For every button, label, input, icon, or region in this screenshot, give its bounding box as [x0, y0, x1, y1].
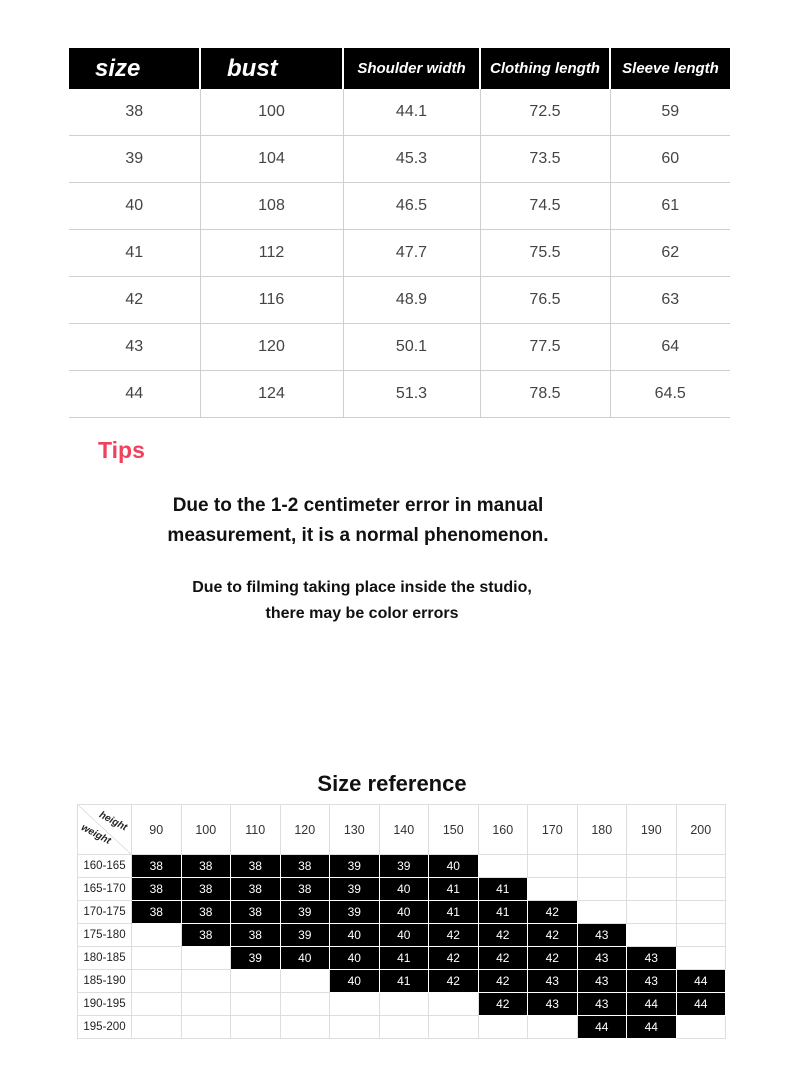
size-reference-cell: 38: [132, 878, 182, 901]
tips-measurement-line-1: Due to the 1-2 centimeter error in manual: [172, 495, 544, 516]
size-chart-cell: 43: [69, 324, 200, 371]
size-chart-row: [69, 183, 730, 230]
size-chart-cell: 47.7: [343, 230, 480, 277]
size-chart-cell: 44: [69, 371, 200, 418]
size-reference-row: [78, 1016, 726, 1039]
weight-label-cell: 185-190: [78, 970, 132, 993]
size-reference-cell: 38: [231, 878, 281, 901]
empty-reference-cell: [330, 1016, 380, 1039]
empty-reference-cell: [478, 1016, 528, 1039]
size-chart-cell: 41: [69, 230, 200, 277]
size-reference-cell: 38: [280, 855, 330, 878]
size-reference-row: [78, 901, 726, 924]
tips-color-line-2: there may be color errors: [265, 605, 459, 622]
corner-cell: [78, 805, 132, 855]
empty-reference-cell: [627, 878, 677, 901]
size-reference-cell: 44: [676, 970, 726, 993]
size-chart-row: [69, 89, 730, 136]
size-reference-cell: 39: [330, 878, 380, 901]
size-reference-cell: 42: [429, 947, 479, 970]
size-chart-cell: 63: [610, 277, 730, 324]
empty-reference-cell: [577, 855, 627, 878]
empty-reference-cell: [676, 878, 726, 901]
size-chart-cell: 39: [69, 136, 200, 183]
size-chart-header-row: [69, 48, 730, 89]
size-reference-cell: 38: [181, 901, 231, 924]
empty-reference-cell: [528, 1016, 578, 1039]
size-reference-cell: 44: [676, 993, 726, 1016]
size-chart-cell: 124: [200, 371, 343, 418]
size-reference-cell: 41: [478, 901, 528, 924]
weight-axis-label: weight: [79, 822, 113, 847]
height-header-cell: 130: [330, 805, 380, 855]
size-reference-row: [78, 970, 726, 993]
empty-reference-cell: [132, 924, 182, 947]
height-header-cell: 110: [231, 805, 281, 855]
empty-reference-cell: [231, 1016, 281, 1039]
header-size: size: [69, 48, 200, 89]
header-clothing-length: Clothing length: [480, 48, 610, 89]
empty-reference-cell: [577, 901, 627, 924]
size-chart-cell: 60: [610, 136, 730, 183]
size-chart-cell: 108: [200, 183, 343, 230]
empty-reference-cell: [330, 993, 380, 1016]
size-reference-cell: 38: [231, 924, 281, 947]
size-chart-table: [69, 48, 730, 418]
size-reference-cell: 38: [132, 855, 182, 878]
size-reference-cell: 40: [379, 878, 429, 901]
empty-reference-cell: [280, 993, 330, 1016]
tips-color-line-1: Due to filming taking place inside the studio,: [192, 579, 532, 596]
size-reference-cell: 43: [577, 993, 627, 1016]
size-chart-cell: 61: [610, 183, 730, 230]
size-chart-cell: 38: [69, 89, 200, 136]
empty-reference-cell: [478, 855, 528, 878]
height-header-cell: 150: [429, 805, 479, 855]
size-reference-cell: 40: [379, 901, 429, 924]
empty-reference-cell: [528, 855, 578, 878]
height-axis-label: height: [97, 809, 129, 834]
size-reference-cell: 42: [429, 924, 479, 947]
size-chart-row: [69, 230, 730, 277]
size-chart-cell: 76.5: [480, 277, 610, 324]
size-reference-table: [77, 804, 726, 1039]
size-chart-cell: 64: [610, 324, 730, 371]
size-reference-cell: 43: [528, 970, 578, 993]
header-sleeve-length: Sleeve length: [610, 48, 730, 89]
size-chart-cell: 45.3: [343, 136, 480, 183]
size-chart-cell: 46.5: [343, 183, 480, 230]
tips-measurement-line-2: measurement, it is a normal phenomenon.: [167, 525, 549, 546]
empty-reference-cell: [181, 1016, 231, 1039]
size-reference-row: [78, 947, 726, 970]
size-chart-cell: 116: [200, 277, 343, 324]
empty-reference-cell: [132, 970, 182, 993]
weight-label-cell: 190-195: [78, 993, 132, 1016]
size-chart-row: [69, 136, 730, 183]
empty-reference-cell: [676, 924, 726, 947]
height-header-cell: 180: [577, 805, 627, 855]
empty-reference-cell: [379, 1016, 429, 1039]
empty-reference-cell: [280, 970, 330, 993]
size-reference-cell: 44: [577, 1016, 627, 1039]
size-reference-cell: 43: [577, 924, 627, 947]
size-reference-body: [78, 805, 726, 1039]
size-chart-cell: 73.5: [480, 136, 610, 183]
empty-reference-cell: [132, 1016, 182, 1039]
tips-measurement-note: [0, 491, 716, 551]
size-reference-row: [78, 993, 726, 1016]
size-reference-cell: 41: [478, 878, 528, 901]
empty-reference-cell: [676, 901, 726, 924]
size-chart-cell: 72.5: [480, 89, 610, 136]
tips-color-note: [0, 575, 724, 627]
size-reference-cell: 40: [330, 924, 380, 947]
size-chart-cell: 42: [69, 277, 200, 324]
weight-label-cell: 165-170: [78, 878, 132, 901]
size-reference-cell: 38: [280, 878, 330, 901]
size-reference-cell: 38: [181, 878, 231, 901]
empty-reference-cell: [676, 947, 726, 970]
empty-reference-cell: [627, 901, 677, 924]
empty-reference-cell: [231, 970, 281, 993]
size-chart-cell: 44.1: [343, 89, 480, 136]
height-header-cell: 160: [478, 805, 528, 855]
size-reference-cell: 39: [280, 924, 330, 947]
height-header-cell: 170: [528, 805, 578, 855]
size-reference-cell: 40: [330, 947, 380, 970]
size-chart-cell: 51.3: [343, 371, 480, 418]
weight-label-cell: 160-165: [78, 855, 132, 878]
empty-reference-cell: [181, 947, 231, 970]
size-reference-cell: 44: [627, 1016, 677, 1039]
height-header-cell: 140: [379, 805, 429, 855]
size-chart-row: [69, 277, 730, 324]
empty-reference-cell: [528, 878, 578, 901]
size-reference-cell: 39: [231, 947, 281, 970]
weight-label-cell: 175-180: [78, 924, 132, 947]
empty-reference-cell: [627, 924, 677, 947]
empty-reference-cell: [429, 1016, 479, 1039]
size-chart-cell: 64.5: [610, 371, 730, 418]
tips-title: Tips: [98, 437, 145, 463]
size-chart-cell: 62: [610, 230, 730, 277]
size-reference-cell: 41: [379, 947, 429, 970]
empty-reference-cell: [280, 1016, 330, 1039]
height-header-cell: 120: [280, 805, 330, 855]
size-reference-cell: 38: [231, 855, 281, 878]
size-reference-cell: 41: [429, 878, 479, 901]
header-bust: bust: [200, 48, 343, 89]
size-chart-cell: 78.5: [480, 371, 610, 418]
weight-label-cell: 180-185: [78, 947, 132, 970]
size-reference-cell: 38: [231, 901, 281, 924]
size-reference-cell: 42: [528, 901, 578, 924]
size-chart-cell: 120: [200, 324, 343, 371]
size-reference-cell: 40: [379, 924, 429, 947]
size-reference-cell: 39: [280, 901, 330, 924]
size-chart-cell: 48.9: [343, 277, 480, 324]
size-reference-cell: 40: [280, 947, 330, 970]
size-reference-cell: 40: [429, 855, 479, 878]
size-reference-row: [78, 855, 726, 878]
size-reference-row: [78, 924, 726, 947]
empty-reference-cell: [627, 855, 677, 878]
height-header-cell: 90: [132, 805, 182, 855]
size-reference-cell: 43: [627, 947, 677, 970]
empty-reference-cell: [231, 993, 281, 1016]
height-header-cell: 200: [676, 805, 726, 855]
size-reference-cell: 42: [478, 924, 528, 947]
height-header-cell: 100: [181, 805, 231, 855]
empty-reference-cell: [429, 993, 479, 1016]
size-reference-cell: 39: [330, 855, 380, 878]
size-reference-cell: 42: [478, 947, 528, 970]
size-reference-cell: 38: [181, 855, 231, 878]
size-chart-cell: 112: [200, 230, 343, 277]
empty-reference-cell: [676, 1016, 726, 1039]
size-reference-cell: 42: [478, 970, 528, 993]
weight-label-cell: 195-200: [78, 1016, 132, 1039]
size-reference-cell: 39: [330, 901, 380, 924]
empty-reference-cell: [676, 855, 726, 878]
header-shoulder-width: Shoulder width: [343, 48, 480, 89]
empty-reference-cell: [132, 947, 182, 970]
size-reference-cell: 43: [577, 970, 627, 993]
size-chart-cell: 77.5: [480, 324, 610, 371]
size-reference-cell: 43: [627, 970, 677, 993]
size-chart-cell: 50.1: [343, 324, 480, 371]
weight-label-cell: 170-175: [78, 901, 132, 924]
size-reference-cell: 42: [528, 924, 578, 947]
size-chart-body: [69, 89, 730, 418]
size-chart-row: [69, 324, 730, 371]
size-reference-cell: 42: [528, 947, 578, 970]
size-reference-cell: 41: [429, 901, 479, 924]
empty-reference-cell: [379, 993, 429, 1016]
size-reference-row: [78, 878, 726, 901]
size-reference-cell: 44: [627, 993, 677, 1016]
size-reference-cell: 42: [429, 970, 479, 993]
size-reference-cell: 42: [478, 993, 528, 1016]
size-chart-row: [69, 371, 730, 418]
size-chart-cell: 59: [610, 89, 730, 136]
empty-reference-cell: [181, 970, 231, 993]
height-header-cell: 190: [627, 805, 677, 855]
size-reference-cell: 43: [577, 947, 627, 970]
size-reference-cell: 38: [132, 901, 182, 924]
size-reference-cell: 39: [379, 855, 429, 878]
size-chart-cell: 74.5: [480, 183, 610, 230]
size-chart-cell: 104: [200, 136, 343, 183]
size-chart-cell: 40: [69, 183, 200, 230]
size-reference-cell: 38: [181, 924, 231, 947]
empty-reference-cell: [577, 878, 627, 901]
size-chart-cell: 100: [200, 89, 343, 136]
size-reference-title: Size reference: [317, 771, 467, 796]
size-reference-cell: 41: [379, 970, 429, 993]
empty-reference-cell: [132, 993, 182, 1016]
empty-reference-cell: [181, 993, 231, 1016]
size-reference-height-row: [78, 805, 726, 855]
size-reference-cell: 40: [330, 970, 380, 993]
size-reference-cell: 43: [528, 993, 578, 1016]
size-chart-cell: 75.5: [480, 230, 610, 277]
